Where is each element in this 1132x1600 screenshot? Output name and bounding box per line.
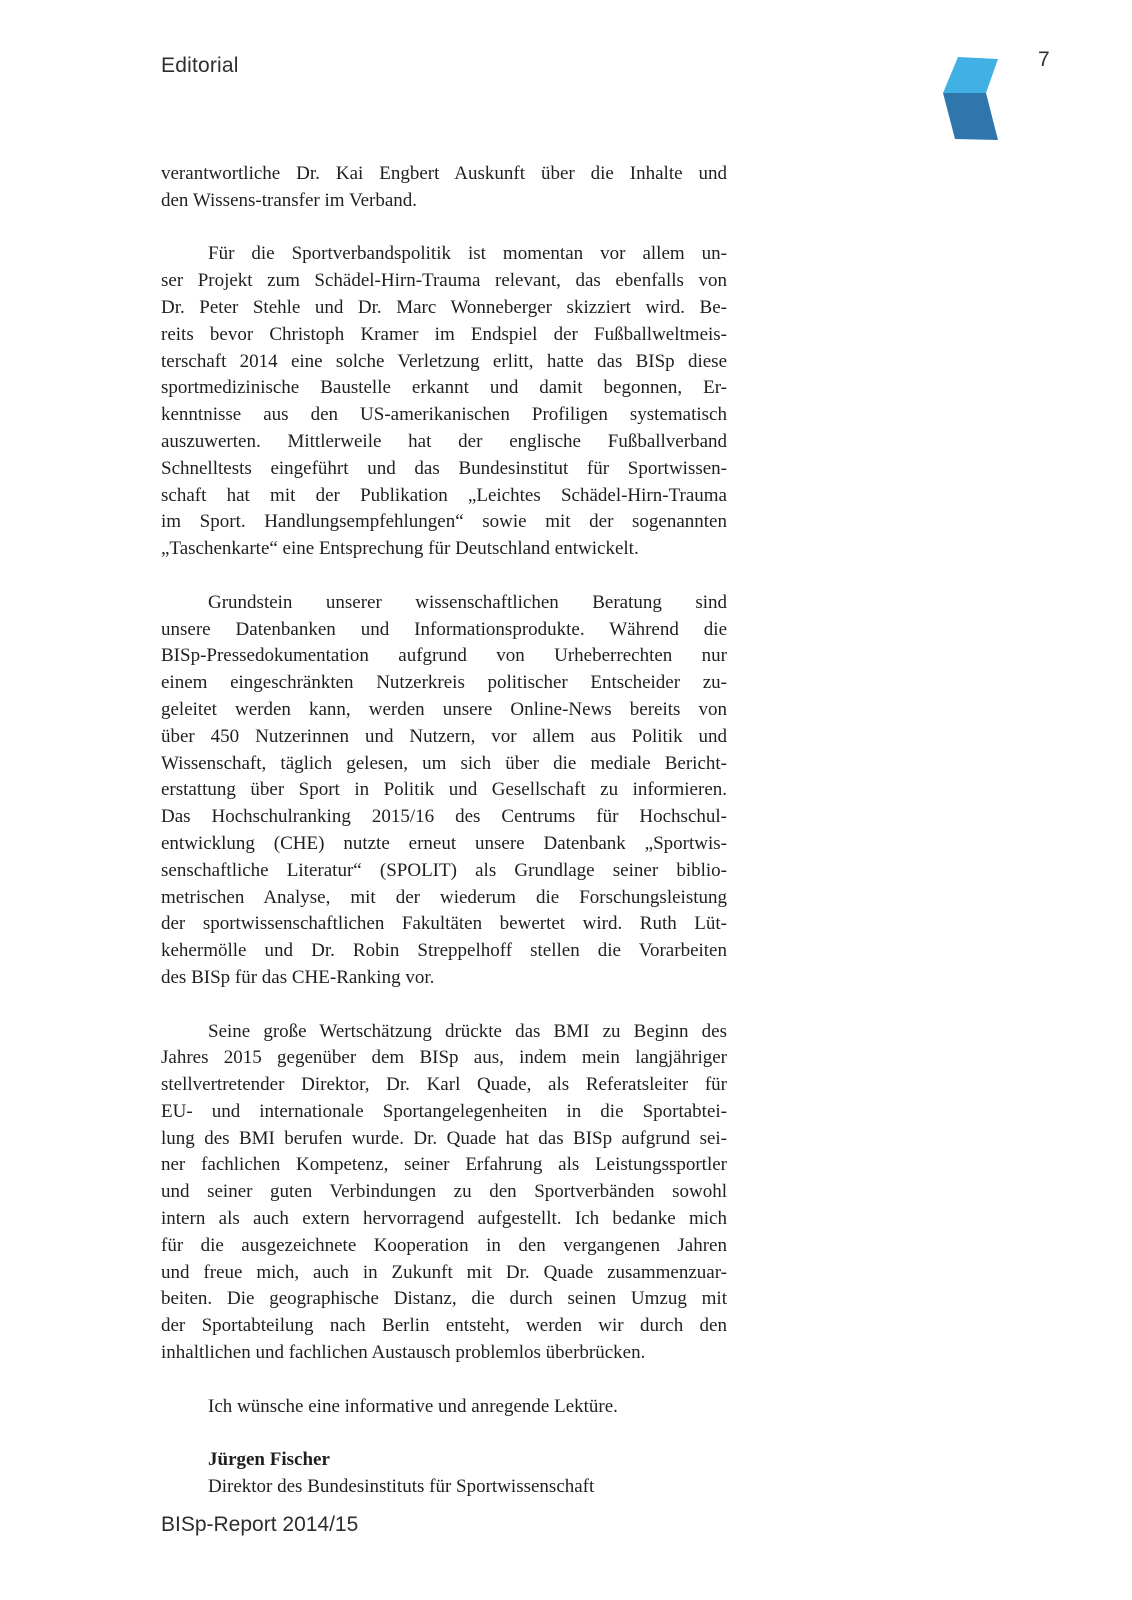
text-line: Ich wünsche eine informative und anregende Lektüre. <box>208 1395 618 1417</box>
signature-title: Direktor des Bundesinstituts für Sportwissenschaft <box>208 1476 595 1498</box>
text-line: Dr. Peter Stehle und Dr. Marc Wonneberger skizziert wird. Be- <box>161 296 727 318</box>
text-line: einem eingeschränkten Nutzerkreis politischer Entscheider zu- <box>161 672 727 694</box>
text-line: der sportwissenschaftlichen Fakultäten bewertet wird. Ruth Lüt- <box>161 913 727 935</box>
text-line: Für die Sportverbandspolitik ist momentan vor allem un- <box>208 243 727 265</box>
text-line: senschaftliche Literatur“ (SPOLIT) als Grundlage seiner biblio- <box>161 859 727 881</box>
text-line: im Sport. Handlungsempfehlungen“ sowie mit der sogenannten <box>161 511 727 533</box>
paragraph <box>161 241 727 563</box>
text-line: Schnelltests eingeführt und das Bundesinstitut für Sportwissen- <box>161 457 727 479</box>
paragraph <box>161 1019 727 1367</box>
chevron-logo-upper <box>943 57 998 93</box>
text-line: BISp-Pressedokumentation aufgrund von Urheberrechten nur <box>161 645 727 667</box>
text-line: reits bevor Christoph Kramer im Endspiel der Fußballweltmeis- <box>161 323 727 345</box>
page-number: 7 <box>1038 48 1050 71</box>
text-line: unsere Datenbanken und Informationsprodukte. Während die <box>161 618 727 640</box>
text-line: und freue mich, auch in Zukunft mit Dr. Quade zusammenzuar- <box>161 1261 727 1283</box>
text-line: und seiner guten Verbindungen zu den Sportverbänden sowohl <box>161 1181 727 1203</box>
text-line: den Wissens-transfer im Verband. <box>161 189 418 211</box>
section-label: Editorial <box>161 54 239 77</box>
paragraph <box>161 161 727 215</box>
footer-report-label: BISp-Report 2014/15 <box>161 1513 359 1536</box>
text-line: Grundstein unserer wissenschaftlichen Beratung sind <box>208 591 727 613</box>
text-line: auszuwerten. Mittlerweile hat der englische Fußballverband <box>161 430 727 452</box>
text-line: sportmedizinische Baustelle erkannt und damit begonnen, Er- <box>161 377 727 399</box>
text-line: Jahres 2015 gegenüber dem BISp aus, indem mein langjähriger <box>161 1047 727 1069</box>
text-line: intern als auch extern hervorragend aufgestellt. Ich bedanke mich <box>161 1208 727 1230</box>
paragraph <box>161 1394 727 1421</box>
text-line: über 450 Nutzerinnen und Nutzern, vor allem aus Politik und <box>161 725 727 747</box>
text-line: beiten. Die geographische Distanz, die durch seinen Umzug mit <box>161 1288 727 1310</box>
text-line: entwicklung (CHE) nutzte erneut unsere Datenbank „Sportwis- <box>161 832 727 854</box>
text-line: geleitet werden kann, werden unsere Online-News bereits von <box>161 698 727 720</box>
text-line: erstattung über Sport in Politik und Gesellschaft zu informieren. <box>161 779 727 801</box>
text-line: schaft hat mit der Publikation „Leichtes Schädel-Hirn-Trauma <box>161 484 727 506</box>
text-line: des BISp für das CHE-Ranking vor. <box>161 966 435 988</box>
text-line: „Taschenkarte“ eine Entsprechung für Deutschland entwickelt. <box>161 538 639 560</box>
paragraph <box>161 590 727 992</box>
chevron-logo-icon <box>941 55 998 141</box>
body-text <box>161 161 727 1501</box>
text-line: terschaft 2014 eine solche Verletzung erlitt, hatte das BISp diese <box>161 350 727 372</box>
text-line: metrischen Analyse, mit der wiederum die Forschungsleistung <box>161 886 727 908</box>
text-line: für die ausgezeichnete Kooperation in den vergangenen Jahren <box>161 1234 727 1256</box>
text-line: EU- und internationale Sportangelegenheiten in die Sportabtei- <box>161 1100 727 1122</box>
text-line: lung des BMI berufen wurde. Dr. Quade hat das BISp aufgrund sei- <box>161 1127 727 1149</box>
text-line: inhaltlichen und fachlichen Austausch problemlos überbrücken. <box>161 1342 646 1364</box>
signature-block <box>161 1447 727 1501</box>
text-line: verantwortliche Dr. Kai Engbert Auskunft über die Inhalte und <box>161 163 727 184</box>
text-line: ner fachlichen Kompetenz, seiner Erfahrung als Leistungssportler <box>161 1154 727 1176</box>
text-line: stellvertretender Direktor, Dr. Karl Quade, als Referatsleiter für <box>161 1074 727 1096</box>
text-line: Wissenschaft, täglich gelesen, um sich über die mediale Bericht- <box>161 752 727 774</box>
signature-name: Jürgen Fischer <box>208 1449 330 1471</box>
text-line: der Sportabteilung nach Berlin entsteht, werden wir durch den <box>161 1315 727 1337</box>
text-line: kehermölle und Dr. Robin Streppelhoff stellen die Vorarbeiten <box>161 940 727 962</box>
chevron-logo-lower <box>943 93 998 140</box>
text-line: Das Hochschulranking 2015/16 des Centrums für Hochschul- <box>161 806 727 828</box>
text-line: Seine große Wertschätzung drückte das BMI zu Beginn des <box>208 1020 727 1042</box>
text-line: kenntnisse aus den US-amerikanischen Profiligen systematisch <box>161 404 727 426</box>
text-line: ser Projekt zum Schädel-Hirn-Trauma relevant, das ebenfalls von <box>161 270 727 292</box>
